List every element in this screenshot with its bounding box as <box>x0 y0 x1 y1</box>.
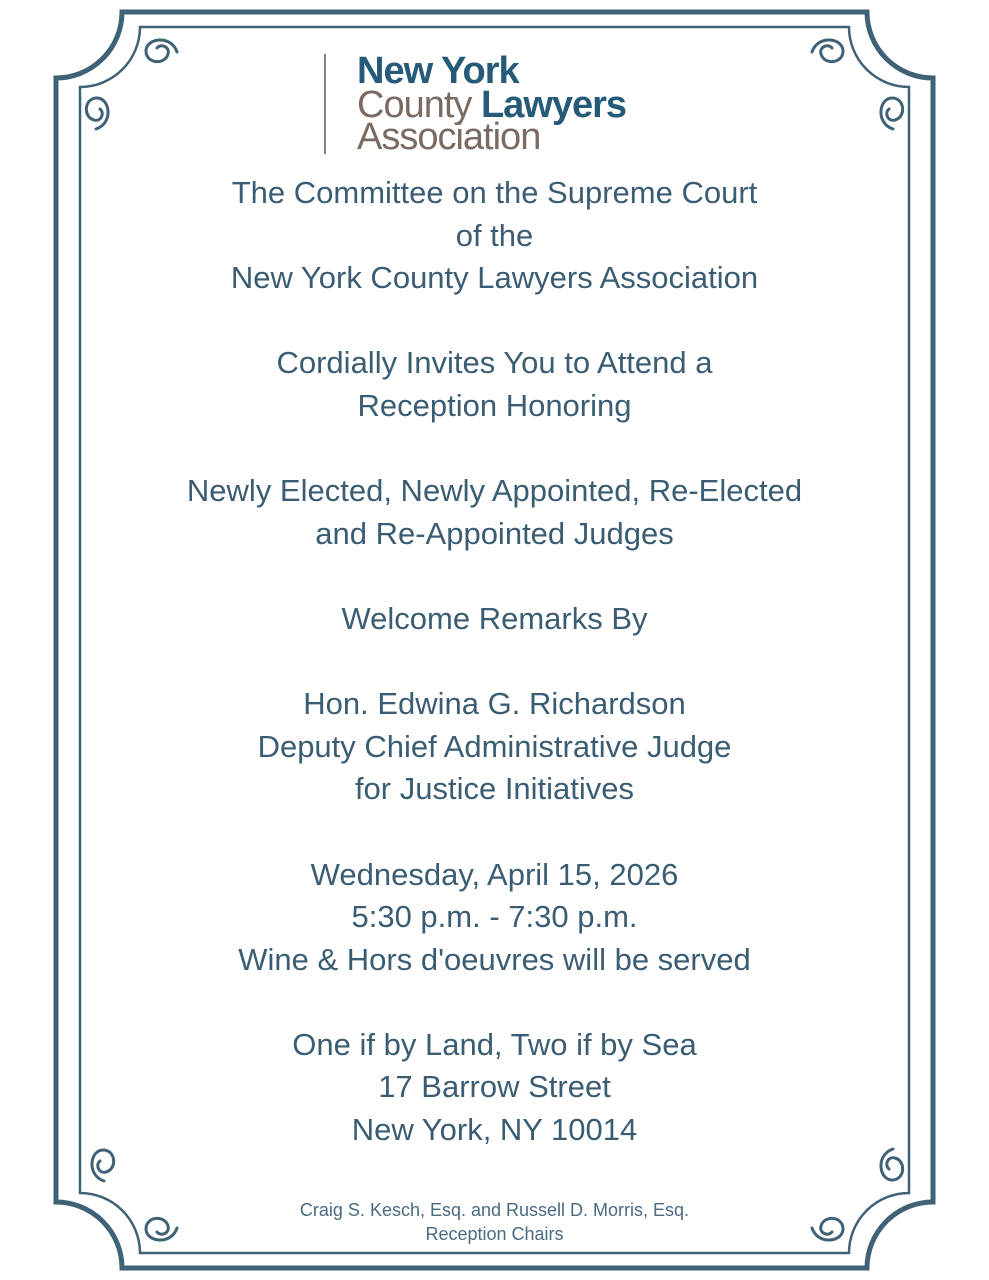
venue-city: New York, NY 10014 <box>351 1112 638 1148</box>
host-line: The Committee on the Supreme Court <box>231 175 758 210</box>
logo-line-3: Association <box>357 116 541 158</box>
invitation-body <box>0 172 989 1152</box>
chairs-title: Reception Chairs <box>425 1224 564 1244</box>
event-date: Wednesday, April 15, 2026 <box>310 856 679 892</box>
logo-word-lawyers: Lawyers <box>480 84 627 126</box>
logo-word-county: County <box>357 84 472 126</box>
remarks-heading: Welcome Remarks By <box>341 600 648 636</box>
nycla-logo <box>0 0 989 170</box>
host-line: New York County Lawyers Association <box>230 260 759 296</box>
venue-street: 17 Barrow Street <box>378 1069 611 1105</box>
curl-icon <box>881 1149 903 1180</box>
speaker-title: for Justice Initiatives <box>354 771 635 807</box>
logo-divider <box>324 54 326 154</box>
honorees-line: Newly Elected, Newly Appointed, Re-Elected <box>186 473 803 509</box>
honorees-line: and Re-Appointed Judges <box>315 515 674 551</box>
speaker-name: Hon. Edwina G. Richardson <box>303 686 686 722</box>
event-refreshments: Wine & Hors d'oeuvres will be served <box>238 941 751 977</box>
event-time: 5:30 p.m. - 7:30 p.m. <box>351 899 638 935</box>
reception-chairs <box>0 1198 989 1246</box>
speaker-title: Deputy Chief Administrative Judge <box>257 728 732 764</box>
invite-line: Cordially Invites You to Attend a <box>276 345 713 381</box>
chairs-names: Craig S. Kesch, Esq. and Russell D. Morris, Esq. <box>299 1200 690 1220</box>
logo-line-1: New York <box>357 50 519 92</box>
curl-icon <box>92 1150 114 1181</box>
invite-line: Reception Honoring <box>357 387 632 423</box>
venue-name: One if by Land, Two if by Sea <box>292 1026 697 1062</box>
host-line: of the <box>455 217 534 253</box>
